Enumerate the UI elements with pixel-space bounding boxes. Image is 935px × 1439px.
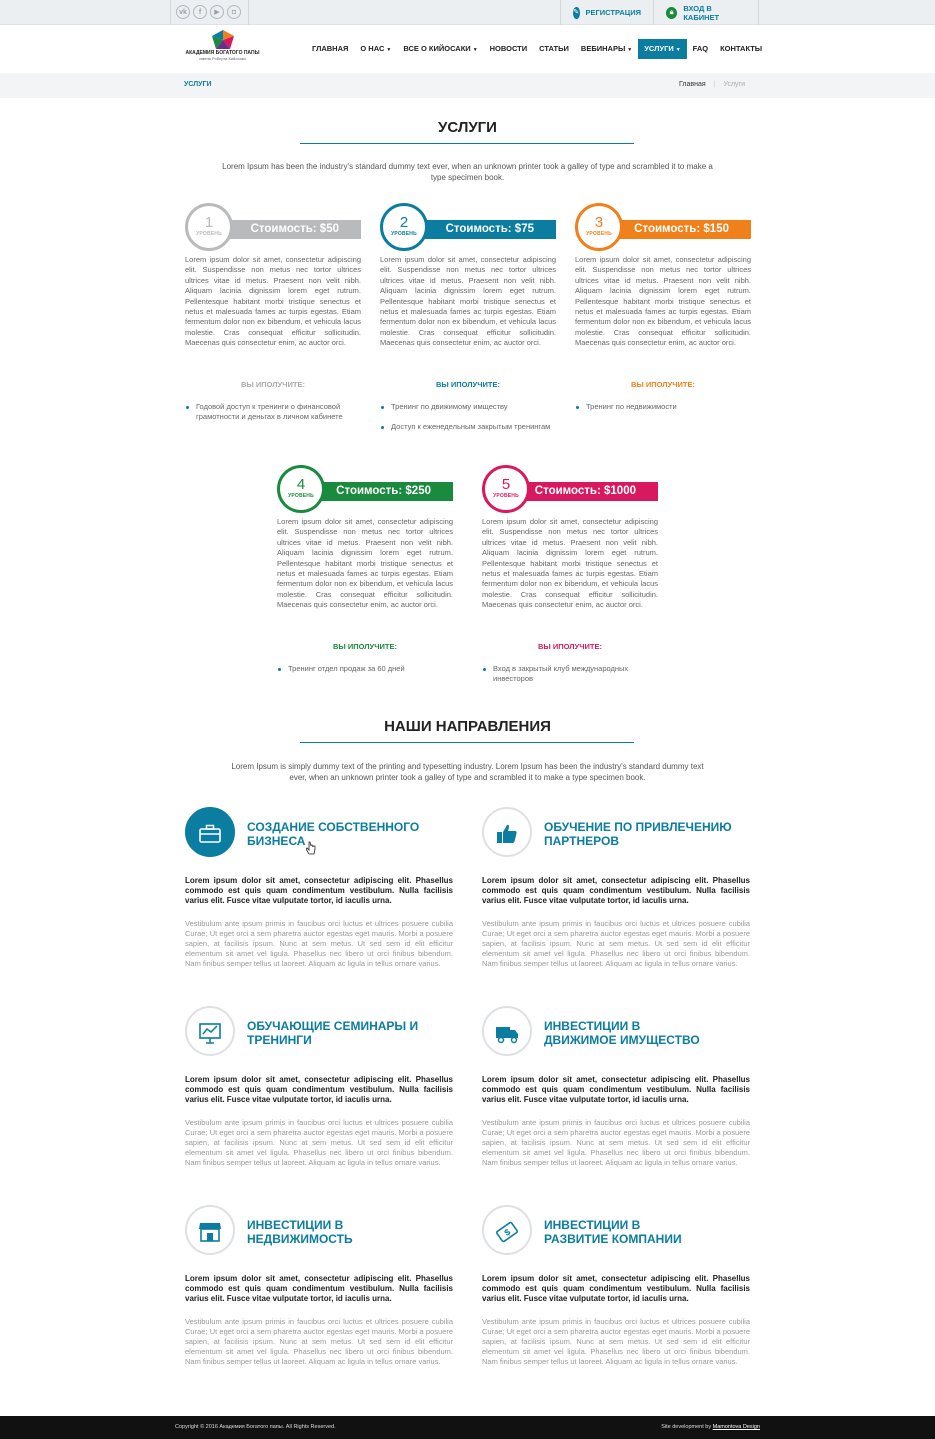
breadcrumb bbox=[0, 73, 935, 98]
breadcrumb-current: Услуги bbox=[723, 81, 745, 88]
nav-item-home[interactable]: ГЛАВНАЯ bbox=[312, 44, 349, 53]
benefits-list bbox=[185, 402, 361, 433]
benefits-heading: ВЫ ИПОЛУЧИТЕ: bbox=[333, 642, 397, 651]
benefits-list bbox=[380, 402, 556, 443]
benefits-heading: ВЫ ИПОЛУЧИТЕ: bbox=[241, 380, 305, 389]
nav-item-news[interactable]: НОВОСТИ bbox=[489, 44, 528, 53]
breadcrumb-home-link[interactable]: Главная bbox=[678, 81, 706, 88]
service-description: Lorem ipsum dolor sit amet, consectetur adipiscing elit. Suspendisse non metus nec tortor ultrices ultrices vitae id metus. Praesent non velit nibh. Aliquam lacinia dignissim lorem eget rutrum. Pellentesque habitant morbi tristique senectus et netus et malesuada fames ac turpis egestas. Etiam fermentum dolor non ex bibendum, et vehicula lacus molestie. Cras consequat efficitur sollicitudin. Maecenas quis consectetur enim, ac auctor orci. bbox=[185, 255, 361, 348]
money-tag-icon[interactable] bbox=[482, 1205, 532, 1255]
benefit-item: Тренинг по недвижимости bbox=[575, 402, 751, 412]
direction-title[interactable]: СОЗДАНИЕ СОБСТВЕННОГО БИЗНЕСА bbox=[247, 820, 420, 848]
benefits-heading: ВЫ ИПОЛУЧИТЕ: bbox=[436, 380, 500, 389]
service-description: Lorem ipsum dolor sit amet, consectetur adipiscing elit. Suspendisse non metus nec tortor ultrices ultrices vitae id metus. Praesent non velit nibh. Aliquam lacinia dignissim lorem eget rutrum. Pellentesque habitant morbi tristique senectus et netus et malesuada fames ac turpis egestas. Etiam fermentum dolor non ex bibendum, et vehicula lacus molestie. Cras consequat efficitur sollicitudin. Maecenas quis consectetur enim, ac auctor orci. bbox=[380, 255, 556, 348]
footer bbox=[0, 1416, 935, 1439]
price-bar: Стоимость: $250 bbox=[299, 482, 453, 501]
services-title: УСЛУГИ bbox=[438, 119, 497, 136]
direction-lead: Lorem ipsum dolor sit amet, consectetur adipiscing elit. Phasellus commodo est quis quam condimentum vestibulum. Nulla facilisis varius elit. Fusce vitae vulputate tortor, id iaculis urna. bbox=[185, 1274, 453, 1303]
benefit-item: Доступ к еженедельным закрытым тренингам bbox=[380, 422, 556, 432]
direction-item bbox=[482, 1205, 750, 1385]
directions-description: Lorem Ipsum is simply dummy text of the printing and typesetting industry. Lorem Ipsum has been the industry's standard dummy text ever, when an unknown printer took a galley of type and scrambled it to make a type specimen book. bbox=[231, 762, 704, 782]
register-label: РЕГИСТРАЦИЯ bbox=[585, 8, 641, 17]
direction-title[interactable]: ИНВЕСТИЦИИ В ДВИЖИМОЕ ИМУЩЕСТВО bbox=[544, 1019, 700, 1047]
service-card bbox=[185, 203, 361, 463]
direction-lead: Lorem ipsum dolor sit amet, consectetur adipiscing elit. Phasellus commodo est quis quam condimentum vestibulum. Nulla facilisis varius elit. Fusce vitae vulputate tortor, id iaculis urna. bbox=[482, 876, 750, 905]
direction-item bbox=[185, 807, 453, 987]
direction-title[interactable]: ИНВЕСТИЦИИ В НЕДВИЖИМОСТЬ bbox=[247, 1218, 353, 1246]
benefits-heading: ВЫ ИПОЛУЧИТЕ: bbox=[538, 642, 602, 651]
thumbs-up-icon[interactable] bbox=[482, 807, 532, 857]
level-badge bbox=[185, 203, 233, 251]
chevron-down-icon: ▼ bbox=[386, 47, 392, 53]
chevron-down-icon: ▼ bbox=[472, 47, 478, 53]
direction-item bbox=[482, 807, 750, 987]
nav-item-articles[interactable]: СТАТЬИ bbox=[539, 44, 569, 53]
nav-item-faq[interactable]: FAQ bbox=[692, 44, 709, 53]
header bbox=[0, 25, 935, 73]
benefits-list bbox=[482, 664, 658, 695]
top-bar bbox=[0, 0, 935, 25]
benefits-heading: ВЫ ИПОЛУЧИТЕ: bbox=[631, 380, 695, 389]
direction-body: Vestibulum ante ipsum primis in faucibus orci luctus et ultrices posuere cubilia Curae; Ut eget orci a sem pharetra auctor egestas eget mauris. Morbi a posuere sapien, at facilisis ipsum. Nunc at sem metus. Ut sed sem id elit efficitur elementum sit amet vel ligula. Phasellus nec libero ut orci finibus bibendum. Nam finibus semper tellus ut laoreet. Aliquam ac ligula in tellus ornare varius. bbox=[482, 919, 750, 968]
price-bar: Стоимость: $1000 bbox=[504, 482, 658, 501]
price-bar: Стоимость: $50 bbox=[207, 220, 361, 239]
direction-body: Vestibulum ante ipsum primis in faucibus orci luctus et ultrices posuere cubilia Curae; Ut eget orci a sem pharetra auctor egestas eget mauris. Morbi a posuere sapien, at facilisis ipsum. Nunc at sem metus. Ut sed sem id elit efficitur elementum sit amet vel ligula. Phasellus nec libero ut orci finibus bibendum. Nam finibus semper tellus ut laoreet. Aliquam ac ligula in tellus ornare varius. bbox=[482, 1118, 750, 1167]
direction-lead: Lorem ipsum dolor sit amet, consectetur adipiscing elit. Phasellus commodo est quis quam condimentum vestibulum. Nulla facilisis varius elit. Fusce vitae vulputate tortor, id iaculis urna. bbox=[185, 876, 453, 905]
benefits-list bbox=[575, 402, 751, 422]
copyright: Copyright © 2016 Академия Богатого папы. All Rights Reserved. bbox=[175, 1424, 336, 1430]
price-bar: Стоимость: $75 bbox=[402, 220, 556, 239]
logo-title: АКАДЕМИЯ БОГАТОГО ПАПЫ bbox=[185, 50, 260, 56]
direction-title[interactable]: ОБУЧЕНИЕ ПО ПРИВЛЕЧЕНИЮ ПАРТНЕРОВ bbox=[544, 820, 732, 848]
service-description: Lorem ipsum dolor sit amet, consectetur adipiscing elit. Suspendisse non metus nec tortor ultrices ultrices vitae id metus. Praesent non velit nibh. Aliquam lacinia dignissim lorem eget rutrum. Pellentesque habitant morbi tristique senectus et netus et malesuada fames ac turpis egestas. Etiam fermentum dolor non ex bibendum, et vehicula lacus molestie. Cras consequat efficitur sollicitudin. Maecenas quis consectetur enim, ac auctor orci. bbox=[277, 517, 453, 610]
benefit-item: Годовой доступ к тренинги о финансовой грамотности и деньгах в личном кабинете bbox=[185, 402, 361, 423]
developer-link[interactable]: Mamontova Design bbox=[712, 1424, 760, 1430]
logo-subtitle: имени Роберта Кийосаки bbox=[199, 56, 246, 61]
services-description: Lorem Ipsum has been the industry's standard dummy text ever, when an unknown printer took a galley of type and scrambled it to make a type specimen book. bbox=[222, 162, 713, 182]
direction-item bbox=[482, 1006, 750, 1186]
direction-title[interactable]: ИНВЕСТИЦИИ В РАЗВИТИЕ КОМПАНИИ bbox=[544, 1218, 682, 1246]
level-word: УРОВЕНЬ bbox=[196, 231, 222, 237]
svg-text:$: $ bbox=[502, 1226, 513, 1238]
breadcrumb-separator: | bbox=[713, 81, 716, 88]
login-button[interactable] bbox=[654, 0, 759, 25]
level-number: 4 bbox=[296, 476, 306, 493]
main-nav bbox=[306, 39, 768, 59]
level-number: 5 bbox=[501, 476, 511, 493]
price-bar: Стоимость: $150 bbox=[597, 220, 751, 239]
direction-lead: Lorem ipsum dolor sit amet, consectetur adipiscing elit. Phasellus commodo est quis quam condimentum vestibulum. Nulla facilisis varius elit. Fusce vitae vulputate tortor, id iaculis urna. bbox=[482, 1075, 750, 1104]
chevron-down-icon: ▼ bbox=[675, 47, 681, 53]
benefit-item: Тренинг отдел продаж за 60 дней bbox=[277, 664, 453, 674]
direction-body: Vestibulum ante ipsum primis in faucibus orci luctus et ultrices posuere cubilia Curae; Ut eget orci a sem pharetra auctor egestas eget mauris. Morbi a posuere sapien, at facilisis ipsum. Nunc at sem metus. Ut sed sem id elit efficitur elementum sit amet vel ligula. Phasellus nec libero ut orci finibus bibendum. Nam finibus semper tellus ut laoreet. Aliquam ac ligula in tellus ornare varius. bbox=[482, 1317, 750, 1366]
level-word: УРОВЕНЬ bbox=[586, 231, 612, 237]
register-button[interactable] bbox=[560, 0, 654, 25]
level-badge bbox=[277, 465, 325, 513]
social-links bbox=[176, 5, 244, 19]
level-badge bbox=[380, 203, 428, 251]
benefit-item: Тренинг по движимому имществу bbox=[380, 402, 556, 412]
level-badge bbox=[575, 203, 623, 251]
logo[interactable] bbox=[185, 30, 260, 66]
direction-item bbox=[185, 1205, 453, 1385]
nav-item-kiyosaki[interactable]: ВСЕ О КИЙОСАКИ ▼ bbox=[403, 44, 478, 53]
directions-title: НАШИ НАПРАВЛЕНИЯ bbox=[384, 718, 551, 735]
direction-title[interactable]: ОБУЧАЮЩИЕ СЕМИНАРЫ И ТРЕНИНГИ bbox=[247, 1019, 419, 1047]
lock-icon: 🔒︎ bbox=[666, 7, 677, 19]
login-label: ВХОД В КАБИНЕТ bbox=[683, 3, 720, 22]
services-title-underline bbox=[300, 143, 634, 144]
benefits-list bbox=[277, 664, 453, 684]
service-card bbox=[277, 465, 453, 725]
storefront-icon[interactable] bbox=[185, 1205, 235, 1255]
page-title-small: УСЛУГИ bbox=[184, 81, 212, 88]
direction-item bbox=[185, 1006, 453, 1186]
service-description: Lorem ipsum dolor sit amet, consectetur adipiscing elit. Suspendisse non metus nec tortor ultrices ultrices vitae id metus. Praesent non velit nibh. Aliquam lacinia dignissim lorem eget rutrum. Pellentesque habitant morbi tristique senectus et netus et malesuada fames ac turpis egestas. Etiam fermentum dolor non ex bibendum, et vehicula lacus molestie. Cras consequat efficitur sollicitudin. Maecenas quis consectetur enim, ac auctor orci. bbox=[575, 255, 751, 348]
pencil-icon: ✎ bbox=[573, 7, 580, 19]
nav-item-services[interactable]: УСЛУГИ ▼ bbox=[638, 39, 686, 59]
developer-credit: Site development by Mamontova Design bbox=[661, 1424, 760, 1430]
nav-item-webinars[interactable]: ВЕБИНАРЫ ▼ bbox=[580, 44, 633, 53]
direction-body: Vestibulum ante ipsum primis in faucibus orci luctus et ultrices posuere cubilia Curae; Ut eget orci a sem pharetra auctor egestas eget mauris. Morbi a posuere sapien, at facilisis ipsum. Nunc at sem metus. Ut sed sem id elit efficitur elementum sit amet vel ligula. Phasellus nec libero ut orci finibus bibendum. Nam finibus semper tellus ut laoreet. Aliquam ac ligula in tellus ornare varius. bbox=[185, 919, 453, 968]
vk-icon[interactable]: vk bbox=[176, 5, 190, 19]
presentation-board-icon[interactable] bbox=[185, 1006, 235, 1056]
direction-lead: Lorem ipsum dolor sit amet, consectetur adipiscing elit. Phasellus commodo est quis quam condimentum vestibulum. Nulla facilisis varius elit. Fusce vitae vulputate tortor, id iaculis urna. bbox=[482, 1274, 750, 1303]
level-badge bbox=[482, 465, 530, 513]
briefcase-icon[interactable] bbox=[185, 807, 235, 857]
youtube-icon[interactable]: ▶ bbox=[210, 5, 224, 19]
direction-body: Vestibulum ante ipsum primis in faucibus orci luctus et ultrices posuere cubilia Curae; Ut eget orci a sem pharetra auctor egestas eget mauris. Morbi a posuere sapien, at facilisis ipsum. Nunc at sem metus. Ut sed sem id elit efficitur elementum sit amet vel ligula. Phasellus nec libero ut orci finibus bibendum. Nam finibus semper tellus ut laoreet. Aliquam ac ligula in tellus ornare varius. bbox=[185, 1317, 453, 1366]
service-card bbox=[575, 203, 751, 463]
truck-icon[interactable] bbox=[482, 1006, 532, 1056]
instagram-icon[interactable]: ◘ bbox=[227, 5, 241, 19]
level-word: УРОВЕНЬ bbox=[391, 231, 417, 237]
nav-item-about[interactable]: О НАС ▼ bbox=[360, 44, 392, 53]
service-card bbox=[380, 203, 556, 463]
service-description: Lorem ipsum dolor sit amet, consectetur adipiscing elit. Suspendisse non metus nec tortor ultrices ultrices vitae id metus. Praesent non velit nibh. Aliquam lacinia dignissim lorem eget rutrum. Pellentesque habitant morbi tristique senectus et netus et malesuada fames ac turpis egestas. Etiam fermentum dolor non ex bibendum, et vehicula lacus molestie. Cras consequat efficitur sollicitudin. Maecenas quis consectetur enim, ac auctor orci. bbox=[482, 517, 658, 610]
chevron-down-icon: ▼ bbox=[627, 47, 633, 53]
service-card bbox=[482, 465, 658, 725]
level-word: УРОВЕНЬ bbox=[493, 493, 519, 499]
benefit-item: Вход в закрытый клуб международных инвесторов bbox=[482, 664, 658, 685]
level-number: 2 bbox=[399, 214, 409, 231]
breadcrumb-trail bbox=[679, 81, 745, 88]
logo-mark-icon bbox=[212, 30, 234, 50]
level-number: 3 bbox=[594, 214, 604, 231]
direction-lead: Lorem ipsum dolor sit amet, consectetur adipiscing elit. Phasellus commodo est quis quam condimentum vestibulum. Nulla facilisis varius elit. Fusce vitae vulputate tortor, id iaculis urna. bbox=[185, 1075, 453, 1104]
direction-body: Vestibulum ante ipsum primis in faucibus orci luctus et ultrices posuere cubilia Curae; Ut eget orci a sem pharetra auctor egestas eget mauris. Morbi a posuere sapien, at facilisis ipsum. Nunc at sem metus. Ut sed sem id elit efficitur elementum sit amet vel ligula. Phasellus nec libero ut orci finibus bibendum. Nam finibus semper tellus ut laoreet. Aliquam ac ligula in tellus ornare varius. bbox=[185, 1118, 453, 1167]
nav-item-contacts[interactable]: КОНТАКТЫ bbox=[720, 44, 763, 53]
facebook-icon[interactable]: f bbox=[193, 5, 207, 19]
level-word: УРОВЕНЬ bbox=[288, 493, 314, 499]
directions-title-underline bbox=[300, 742, 634, 743]
level-number: 1 bbox=[204, 214, 214, 231]
